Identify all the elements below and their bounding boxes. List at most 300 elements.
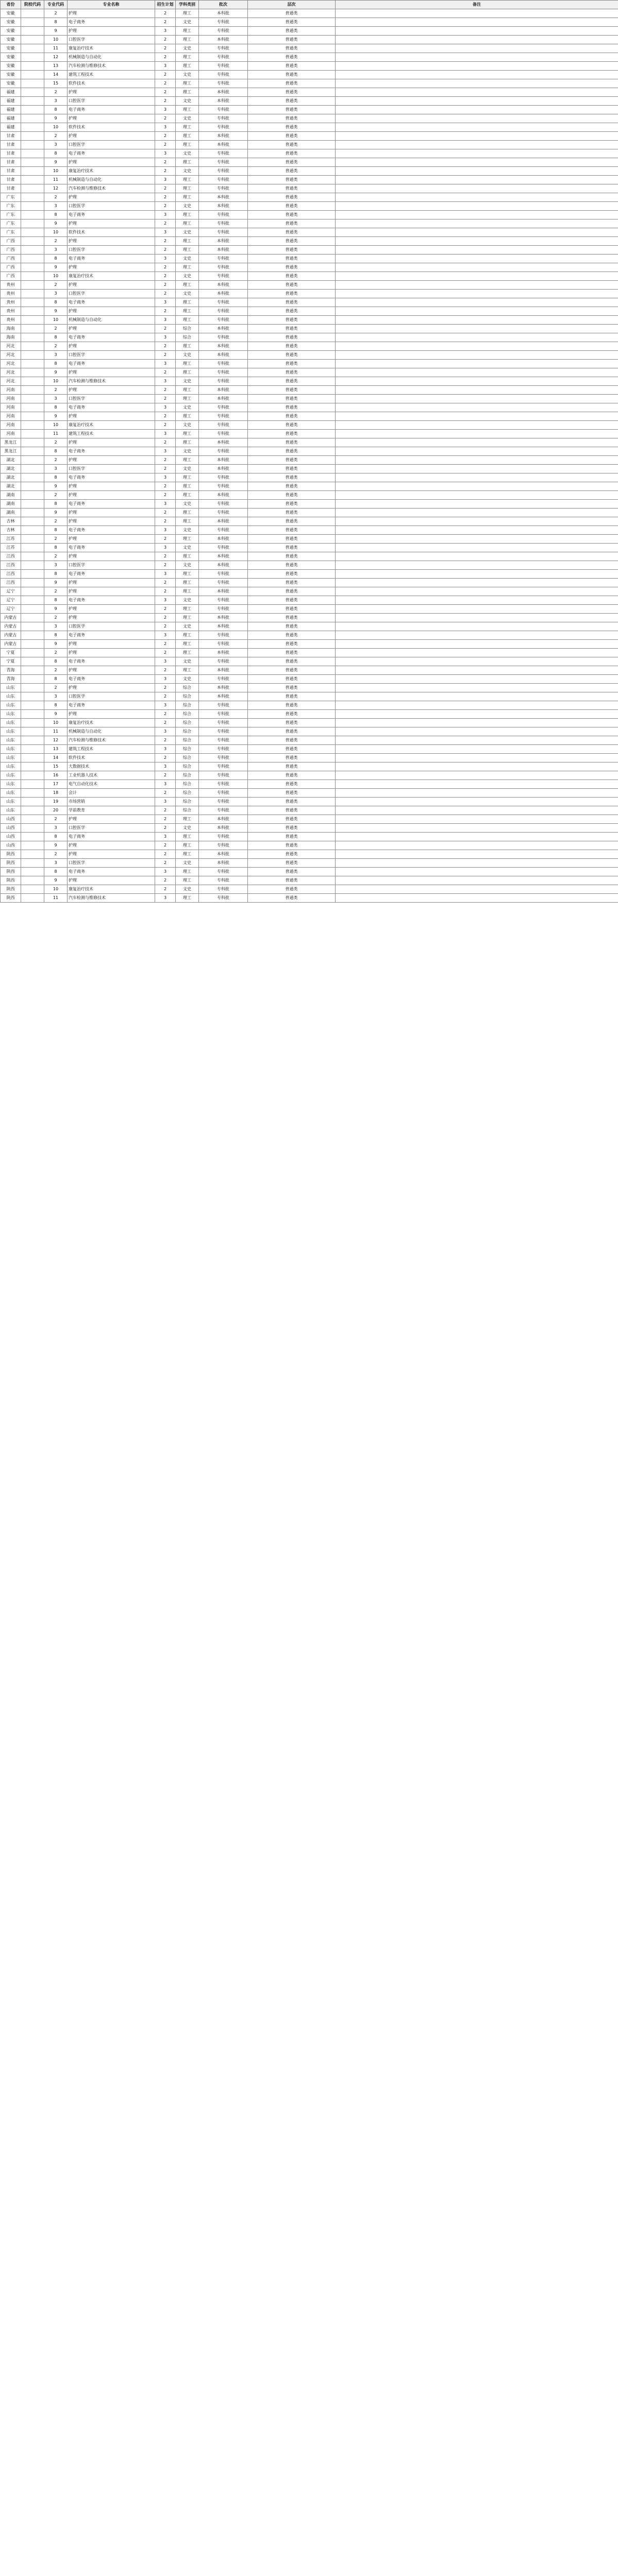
school-code-cell [21,44,44,53]
province-cell: 江苏 [1,544,21,552]
table-row [1,509,618,517]
batch-cell: 专科批 [199,403,248,412]
province-cell: 广西 [1,272,21,281]
major-name-cell: 护理 [68,535,155,544]
plan-count-cell: 2 [155,79,176,88]
table-row [1,841,618,850]
school-code-cell [21,202,44,211]
school-code-cell [21,850,44,859]
province-cell: 山东 [1,771,21,780]
plan-count-cell: 3 [155,27,176,36]
province-cell: 吉林 [1,517,21,526]
batch-cell: 专科批 [199,184,248,193]
major-name-cell: 护理 [68,710,155,719]
note-cell [336,97,618,106]
level-cell: 普通类 [248,307,336,316]
major-name-cell: 电子商务 [68,657,155,666]
plan-count-cell: 2 [155,815,176,824]
level-cell: 普通类 [248,272,336,281]
note-cell [336,500,618,509]
plan-count-cell: 2 [155,307,176,316]
note-cell [336,684,618,692]
note-cell [336,325,618,333]
school-code-cell [21,806,44,815]
table-row [1,561,618,570]
subject-type-cell: 理工 [176,438,199,447]
major-code-cell: 15 [44,762,68,771]
note-cell [336,114,618,123]
province-cell: 山东 [1,701,21,710]
plan-count-cell: 2 [155,219,176,228]
province-cell: 河南 [1,430,21,438]
major-name-cell: 机械制造与自动化 [68,53,155,62]
province-cell: 河北 [1,351,21,360]
table-row [1,307,618,316]
subject-type-cell: 理工 [176,815,199,824]
level-cell: 普通类 [248,701,336,710]
province-cell: 山东 [1,780,21,789]
plan-count-cell: 2 [155,18,176,27]
note-cell [336,79,618,88]
subject-type-cell: 理工 [176,298,199,307]
province-cell: 甘肃 [1,158,21,167]
plan-count-cell: 3 [155,377,176,386]
major-code-cell: 2 [44,614,68,622]
level-cell: 普通类 [248,219,336,228]
note-cell [336,815,618,824]
batch-cell: 专科批 [199,167,248,176]
province-cell: 山东 [1,789,21,798]
province-cell: 贵州 [1,316,21,325]
school-code-cell [21,535,44,544]
note-cell [336,570,618,579]
level-cell: 普通类 [248,868,336,876]
level-cell: 普通类 [248,176,336,184]
province-cell: 江西 [1,561,21,570]
table-row [1,631,618,640]
major-name-cell: 口腔医学 [68,246,155,255]
plan-count-cell: 3 [155,798,176,806]
note-cell [336,833,618,841]
table-row [1,272,618,281]
batch-cell: 专科批 [199,544,248,552]
major-code-cell: 8 [44,447,68,456]
school-code-cell [21,841,44,850]
batch-cell: 专科批 [199,307,248,316]
plan-count-cell: 2 [155,71,176,79]
note-cell [336,158,618,167]
table-row [1,237,618,246]
province-cell: 河南 [1,403,21,412]
table-row [1,719,618,727]
province-cell: 山东 [1,727,21,736]
school-code-cell [21,114,44,123]
plan-count-cell: 2 [155,517,176,526]
subject-type-cell: 理工 [176,894,199,903]
level-cell: 普通类 [248,447,336,456]
plan-count-cell: 2 [155,771,176,780]
level-cell: 普通类 [248,53,336,62]
note-cell [336,368,618,377]
school-code-cell [21,36,44,44]
subject-type-cell: 综合 [176,771,199,780]
major-code-cell: 9 [44,876,68,885]
plan-count-cell: 3 [155,657,176,666]
batch-cell: 本科批 [199,9,248,18]
major-name-cell: 口腔医学 [68,202,155,211]
batch-cell: 专科批 [199,596,248,605]
batch-cell: 本科批 [199,684,248,692]
batch-cell: 专科批 [199,360,248,368]
major-code-cell: 8 [44,106,68,114]
school-code-cell [21,754,44,762]
province-cell: 辽宁 [1,596,21,605]
table-row [1,149,618,158]
plan-count-cell: 2 [155,692,176,701]
table-row [1,316,618,325]
level-cell: 普通类 [248,106,336,114]
plan-count-cell: 2 [155,438,176,447]
subject-type-cell: 理工 [176,395,199,403]
level-cell: 普通类 [248,395,336,403]
table-row [1,833,618,841]
level-cell: 普通类 [248,97,336,106]
province-cell: 广西 [1,263,21,272]
school-code-cell [21,876,44,885]
level-cell: 普通类 [248,640,336,649]
major-name-cell: 护理 [68,841,155,850]
province-cell: 山西 [1,824,21,833]
school-code-cell [21,798,44,806]
table-row [1,193,618,202]
level-cell: 普通类 [248,509,336,517]
subject-type-cell: 文史 [176,447,199,456]
column-header: 学科类别 [176,1,199,9]
major-code-cell: 8 [44,868,68,876]
plan-count-cell: 3 [155,430,176,438]
table-row [1,27,618,36]
subject-type-cell: 理工 [176,79,199,88]
note-cell [336,281,618,290]
batch-cell: 本科批 [199,246,248,255]
note-cell [336,754,618,762]
major-name-cell: 机械制造与自动化 [68,176,155,184]
batch-cell: 专科批 [199,27,248,36]
school-code-cell [21,281,44,290]
school-code-cell [21,106,44,114]
note-cell [336,885,618,894]
plan-count-cell: 3 [155,255,176,263]
table-row [1,806,618,815]
batch-cell: 本科批 [199,237,248,246]
major-code-cell: 9 [44,263,68,272]
table-row [1,88,618,97]
note-cell [336,123,618,132]
batch-cell: 专科批 [199,780,248,789]
plan-count-cell: 2 [155,789,176,798]
batch-cell: 专科批 [199,526,248,535]
major-code-cell: 2 [44,193,68,202]
subject-type-cell: 理工 [176,211,199,219]
batch-cell: 专科批 [199,701,248,710]
subject-type-cell: 理工 [176,316,199,325]
major-code-cell: 8 [44,701,68,710]
school-code-cell [21,657,44,666]
subject-type-cell: 综合 [176,325,199,333]
table-row [1,9,618,18]
note-cell [336,202,618,211]
note-cell [336,298,618,307]
major-name-cell: 汽车检测与维修技术 [68,377,155,386]
major-code-cell: 3 [44,622,68,631]
batch-cell: 专科批 [199,255,248,263]
school-code-cell [21,237,44,246]
note-cell [336,263,618,272]
subject-type-cell: 综合 [176,692,199,701]
subject-type-cell: 理工 [176,535,199,544]
major-code-cell: 2 [44,666,68,675]
batch-cell: 本科批 [199,281,248,290]
table-row [1,868,618,876]
level-cell: 普通类 [248,71,336,79]
major-name-cell: 电子商务 [68,570,155,579]
table-row [1,202,618,211]
level-cell: 普通类 [248,517,336,526]
note-cell [336,509,618,517]
major-code-cell: 8 [44,544,68,552]
table-row [1,106,618,114]
note-cell [336,149,618,158]
school-code-cell [21,736,44,745]
batch-cell: 本科批 [199,587,248,596]
batch-cell: 专科批 [199,482,248,491]
level-cell: 普通类 [248,622,336,631]
subject-type-cell: 综合 [176,710,199,719]
major-code-cell: 13 [44,745,68,754]
batch-cell: 专科批 [199,149,248,158]
province-cell: 湖北 [1,473,21,482]
subject-type-cell: 综合 [176,727,199,736]
table-row [1,421,618,430]
batch-cell: 专科批 [199,447,248,456]
batch-cell: 专科批 [199,53,248,62]
note-cell [336,798,618,806]
major-code-cell: 10 [44,885,68,894]
subject-type-cell: 综合 [176,719,199,727]
province-cell: 河北 [1,377,21,386]
subject-type-cell: 理工 [176,281,199,290]
table-row [1,219,618,228]
province-cell: 河北 [1,342,21,351]
note-cell [336,377,618,386]
batch-cell: 专科批 [199,675,248,684]
level-cell: 普通类 [248,438,336,447]
table-row [1,228,618,237]
major-code-cell: 9 [44,710,68,719]
note-cell [336,666,618,675]
table-row [1,605,618,614]
major-code-cell: 8 [44,18,68,27]
batch-cell: 专科批 [199,368,248,377]
subject-type-cell: 文史 [176,403,199,412]
major-name-cell: 电子商务 [68,447,155,456]
note-cell [336,806,618,815]
level-cell: 普通类 [248,789,336,798]
province-cell: 福建 [1,88,21,97]
school-code-cell [21,351,44,360]
subject-type-cell: 理工 [176,517,199,526]
level-cell: 普通类 [248,167,336,176]
major-name-cell: 学前教育 [68,806,155,815]
note-cell [336,141,618,149]
major-code-cell: 13 [44,62,68,71]
subject-type-cell: 文史 [176,859,199,868]
subject-type-cell: 理工 [176,368,199,377]
major-code-cell: 10 [44,228,68,237]
note-cell [336,824,618,833]
province-cell: 海南 [1,333,21,342]
major-name-cell: 护理 [68,491,155,500]
province-cell: 江西 [1,552,21,561]
column-header: 招生计划 [155,1,176,9]
note-cell [336,692,618,701]
table-row [1,780,618,789]
note-cell [336,727,618,736]
batch-cell: 本科批 [199,824,248,833]
batch-cell: 本科批 [199,36,248,44]
level-cell: 普通类 [248,824,336,833]
subject-type-cell: 综合 [176,684,199,692]
province-cell: 福建 [1,123,21,132]
major-code-cell: 3 [44,290,68,298]
major-name-cell: 护理 [68,640,155,649]
subject-type-cell: 理工 [176,579,199,587]
school-code-cell [21,824,44,833]
school-code-cell [21,9,44,18]
level-cell: 普通类 [248,246,336,255]
province-cell: 贵州 [1,298,21,307]
table-row [1,771,618,780]
school-code-cell [21,473,44,482]
column-header: 批次 [199,1,248,9]
school-code-cell [21,368,44,377]
note-cell [336,351,618,360]
school-code-cell [21,403,44,412]
level-cell: 普通类 [248,841,336,850]
batch-cell: 专科批 [199,412,248,421]
level-cell: 普通类 [248,815,336,824]
subject-type-cell: 文史 [176,561,199,570]
school-code-cell [21,815,44,824]
table-row [1,500,618,509]
table-row [1,263,618,272]
major-name-cell: 工业机器人技术 [68,771,155,780]
note-cell [336,62,618,71]
major-code-cell: 9 [44,605,68,614]
province-cell: 甘肃 [1,141,21,149]
major-name-cell: 电子商务 [68,333,155,342]
table-row [1,745,618,754]
level-cell: 普通类 [248,491,336,500]
level-cell: 普通类 [248,631,336,640]
level-cell: 普通类 [248,535,336,544]
subject-type-cell: 理工 [176,132,199,141]
major-name-cell: 护理 [68,815,155,824]
table-row [1,579,618,587]
batch-cell: 专科批 [199,833,248,841]
major-name-cell: 护理 [68,132,155,141]
subject-type-cell: 理工 [176,36,199,44]
school-code-cell [21,622,44,631]
level-cell: 普通类 [248,552,336,561]
major-name-cell: 电子商务 [68,298,155,307]
school-code-cell [21,395,44,403]
major-name-cell: 康复治疗技术 [68,719,155,727]
school-code-cell [21,640,44,649]
major-name-cell: 护理 [68,342,155,351]
province-cell: 广西 [1,246,21,255]
table-row [1,710,618,719]
level-cell: 普通类 [248,184,336,193]
school-code-cell [21,465,44,473]
major-code-cell: 9 [44,509,68,517]
note-cell [336,789,618,798]
batch-cell: 本科批 [199,395,248,403]
batch-cell: 本科批 [199,325,248,333]
province-cell: 贵州 [1,281,21,290]
major-code-cell: 10 [44,167,68,176]
batch-cell: 专科批 [199,272,248,281]
major-name-cell: 口腔医学 [68,561,155,570]
province-cell: 河南 [1,395,21,403]
plan-count-cell: 2 [155,141,176,149]
batch-cell: 专科批 [199,123,248,132]
batch-cell: 专科批 [199,789,248,798]
table-row [1,158,618,167]
plan-count-cell: 3 [155,316,176,325]
table-row [1,377,618,386]
subject-type-cell: 理工 [176,570,199,579]
plan-count-cell: 2 [155,114,176,123]
table-row [1,526,618,535]
province-cell: 河南 [1,421,21,430]
major-code-cell: 2 [44,342,68,351]
plan-count-cell: 2 [155,824,176,833]
plan-count-cell: 2 [155,202,176,211]
batch-cell: 专科批 [199,719,248,727]
subject-type-cell: 文史 [176,465,199,473]
table-row [1,298,618,307]
major-code-cell: 11 [44,727,68,736]
note-cell [336,544,618,552]
level-cell: 普通类 [248,325,336,333]
table-row [1,123,618,132]
major-name-cell: 电子商务 [68,675,155,684]
province-cell: 山东 [1,736,21,745]
level-cell: 普通类 [248,859,336,868]
school-code-cell [21,132,44,141]
note-cell [336,333,618,342]
plan-count-cell: 2 [155,237,176,246]
batch-cell: 专科批 [199,44,248,53]
table-row [1,290,618,298]
major-name-cell: 建筑工程技术 [68,71,155,79]
major-name-cell: 护理 [68,605,155,614]
table-row [1,71,618,79]
major-name-cell: 护理 [68,386,155,395]
major-name-cell: 护理 [68,193,155,202]
note-cell [336,535,618,544]
